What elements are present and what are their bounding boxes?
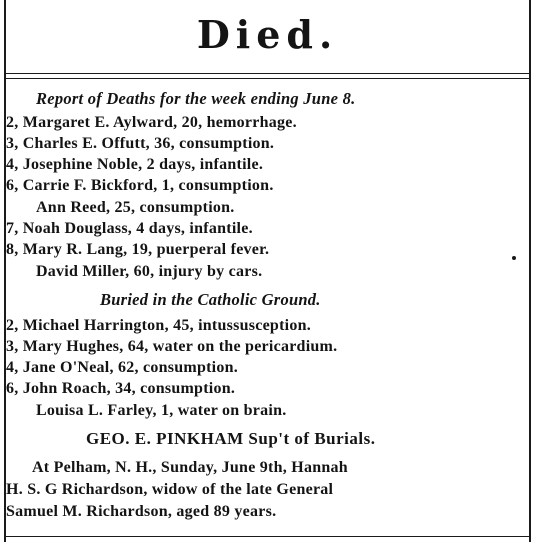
burial-entry: 6, John Roach, 34, consumption. [6,380,236,397]
notice-title: Died. [196,12,339,57]
death-entry: 4, Josephine Noble, 2 days, infantile. [6,156,264,173]
death-entry: 8, Mary R. Lang, 19, puerperal fever. [6,241,270,258]
burials-superintendent-signature: GEO. E. PINKHAM Sup't of Burials. [86,429,376,448]
burial-entry: 3, Mary Hughes, 64, water on the pericardium. [6,338,338,355]
death-entry: Ann Reed, 25, consumption. [36,199,235,216]
burial-entry: 2, Michael Harrington, 45, intussusception. [6,317,311,334]
pelham-notice-line: Samuel M. Richardson, aged 89 years. [6,503,277,520]
title-rule-lower [6,78,529,79]
death-entry: 6, Carrie F. Bickford, 1, consumption. [6,177,274,194]
death-entry: 2, Margaret E. Aylward, 20, hemorrhage. [6,114,297,131]
bottom-rule [6,536,529,537]
right-column-rule [529,0,531,542]
burial-entry: Louisa L. Farley, 1, water on brain. [36,402,287,419]
burial-entry: 4, Jane O'Neal, 62, consumption. [6,359,239,376]
report-heading: Report of Deaths for the week ending June 8. [36,89,356,108]
pelham-notice-line: At Pelham, N. H., Sunday, June 9th, Hannah [32,459,348,476]
death-entry: David Miller, 60, injury by cars. [36,263,263,280]
death-entry: 3, Charles E. Offutt, 36, consumption. [6,135,275,152]
stray-dot [512,256,516,260]
pelham-notice-line: H. S. G Richardson, widow of the late General [6,481,334,498]
left-column-rule [4,0,6,542]
catholic-heading: Buried in the Catholic Ground. [100,290,321,309]
title-rule-upper [6,73,529,74]
death-entry: 7, Noah Douglass, 4 days, infantile. [6,220,253,237]
